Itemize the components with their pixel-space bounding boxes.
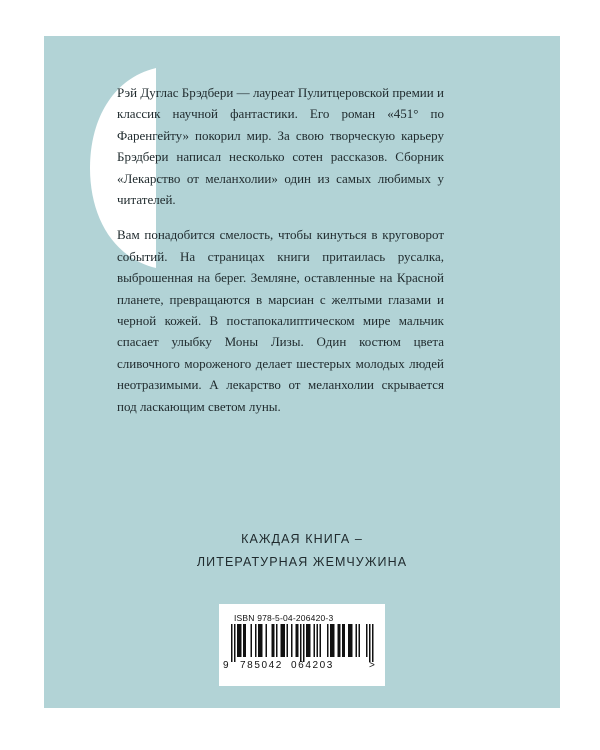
barcode-bar (366, 624, 368, 657)
barcode-bar (314, 624, 316, 657)
barcode-bars (223, 624, 381, 662)
barcode-bar (282, 624, 284, 657)
barcode-first-digit: 9 (223, 660, 229, 671)
barcode-bar (231, 624, 233, 662)
barcode-box (219, 604, 385, 686)
barcode-bar (308, 624, 310, 657)
barcode-bar (300, 624, 302, 662)
barcode-bar (291, 624, 293, 657)
barcode-bar (258, 624, 260, 657)
barcode-bar (245, 624, 247, 657)
barcode-bar (266, 624, 268, 657)
barcode-bar (255, 624, 257, 657)
barcode-bar (297, 624, 299, 657)
barcode-bar (243, 624, 245, 657)
description-paragraph: Рэй Дуглас Брэдбери — лауреат Пулитцеровской премии и классик научной фантастики. Его роман «451° по Фаренгейту» покорил мир. За свою творческую карьеру Брэдбери написал несколько сотен рассказов. Сборник «Лекарство от меланхолии» один из самых любимых у читателей. (117, 85, 444, 208)
barcode-bar (251, 624, 253, 657)
barcode-bar (356, 624, 358, 657)
barcode-bar (272, 624, 274, 657)
barcode-bar (344, 624, 346, 657)
barcode-bar (351, 624, 353, 657)
isbn-label: ISBN 978-5-04-206420-3 (234, 613, 334, 623)
barcode-bar (327, 624, 329, 657)
series-tagline (44, 528, 560, 574)
tagline-line-1: КАЖДАЯ КНИГА – (241, 532, 363, 546)
barcode-bar (261, 624, 263, 657)
barcode-bar (339, 624, 341, 657)
barcode-bar (237, 624, 239, 657)
barcode-bar (273, 624, 275, 657)
barcode-bar (320, 624, 322, 657)
barcode-quiet-zone-marker: > (369, 660, 375, 671)
barcode-bar (342, 624, 344, 657)
description-text (117, 82, 444, 417)
barcode-bar (234, 624, 236, 662)
barcode-bar (338, 624, 340, 657)
barcode-bar (359, 624, 361, 657)
barcode-bar (350, 624, 352, 657)
barcode-bar (372, 624, 374, 662)
barcode-right-group: 064203 (291, 660, 334, 671)
barcode-bar (284, 624, 286, 657)
barcode-bar (309, 624, 311, 657)
barcode-bar (332, 624, 334, 657)
barcode-bar (281, 624, 283, 657)
barcode-bar (330, 624, 332, 657)
barcode-bar (369, 624, 371, 662)
barcode-bar (240, 624, 242, 657)
barcode-bar (296, 624, 298, 657)
barcode-bar (303, 624, 305, 662)
barcode-left-group: 785042 (240, 660, 283, 671)
tagline-line-2: ЛИТЕРАТУРНАЯ ЖЕМЧУЖИНА (196, 555, 408, 569)
barcode-bar (333, 624, 335, 657)
barcode-bar (317, 624, 319, 657)
barcode-bar (306, 624, 308, 657)
barcode-bar (287, 624, 289, 657)
book-back-cover (44, 36, 560, 708)
barcode-bar (260, 624, 262, 657)
description-paragraph: Вам понадобится смелость, чтобы кинуться в круговорот событий. На страницах книги притаилась русалка, выброшенная на берег. Земляне, оставленные на Красной планете, превращаются в марсиан с желтыми глазами и черной кожей. В постапокалиптическом мире мальчик спасает улыбку Моны Лизы. Один костюм цвета сливочного мороженого делает шестерых молодых людей неотразимыми. А лекарство от меланхолии скрывается под ласкающим светом луны. (117, 227, 444, 414)
barcode-bar (276, 624, 278, 657)
barcode-bar (239, 624, 241, 657)
barcode-bar (348, 624, 350, 657)
